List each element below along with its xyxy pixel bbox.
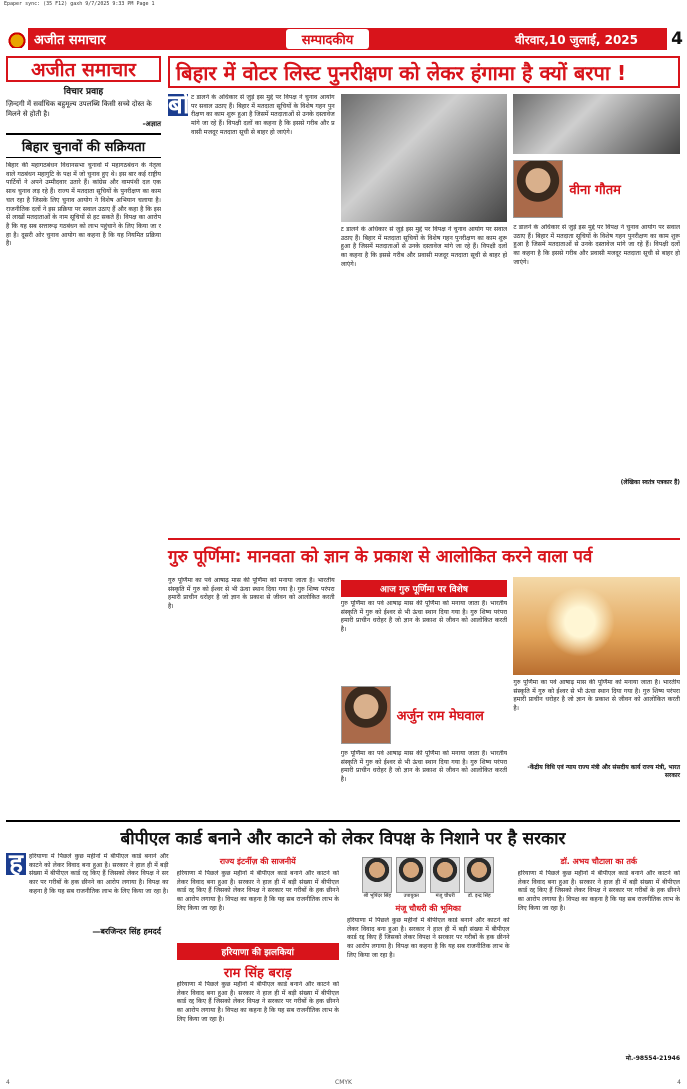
article-bpl-card — [6, 820, 680, 1075]
author-avatar — [513, 160, 563, 218]
special-tag: आज गुरु पूर्णिमा पर विशेष — [341, 580, 508, 597]
masthead — [0, 28, 687, 50]
thought-quote — [6, 99, 161, 129]
editorial-byline: —बरजिन्दर सिंह हमदर्द — [92, 927, 161, 936]
protest-photo — [341, 94, 508, 222]
section-label: सम्पादकीय — [286, 29, 369, 49]
article-headline: बिहार में वोटर लिस्ट पुनरीक्षण को लेकर हंगामा है क्यों बरपा ! — [168, 56, 680, 88]
footer-center: CMYK — [335, 1079, 352, 1086]
article-guru-purnima — [168, 538, 680, 808]
nameplate: अजीत समाचार — [6, 56, 161, 82]
thought-heading: विचार प्रवाह — [63, 87, 104, 97]
portrait-2 — [396, 857, 426, 893]
author-name: वीना गौतम — [569, 183, 621, 198]
portrait-label: श्री भूपिंदर सिंह — [363, 893, 392, 899]
sidebar-heading: राज्य इंटर्नीज़ की साजनीयें — [219, 857, 296, 866]
page-footer — [0, 1078, 687, 1089]
article-body-col2b: गुरु पूर्णिमा का पर्व आषाढ़ मास की पूर्णिमा को मनाया जाता है। भारतीय संस्कृति में गुरु को ईश्वर से भी ऊंचा स्थान दिया गया है। गुरु शिष्य परंपरा हमारी प्राचीन धरोहर है जो ज्ञान के प्रकाश से जीवन को आलोकित करती है। — [340, 750, 508, 784]
thought-text: ज़िन्दगी में सर्वाधिक बहुमूल्य उपलब्धि किसी सच्चे दोस्त के मिलने से होती है। — [6, 100, 152, 118]
issue-date: वीरवार,10 जुलाई, 2025 — [507, 28, 667, 50]
portrait-1 — [362, 857, 392, 893]
drop-cap: बो — [168, 90, 190, 120]
author-note: (लेखिका स्वतंत्र पत्रकार हैं) — [620, 479, 681, 486]
scan-header: Epaper sync: (35 F12) gaxh 9/7/2025 9:33 PM Page 1 — [4, 1, 155, 7]
editorial-title: बिहार चुनावों की सक्रियता — [6, 133, 161, 158]
author-name: राम सिंह बराड़ — [223, 966, 292, 981]
article-body-col2: गुरु पूर्णिमा का पर्व आषाढ़ मास की पूर्णिमा को मनाया जाता है। भारतीय संस्कृति में गुरु को ईश्वर से भी ऊंचा स्थान दिया गया है। गुरु शिष्य परंपरा हमारी प्राचीन धरोहर है जो ज्ञान के प्रकाश से जीवन को आलोकित करती है। — [340, 600, 508, 634]
portrait-label: डॉ. इन्द्र सिंह — [467, 893, 491, 899]
article-voter-list — [168, 56, 680, 536]
article-headline: बीपीएल कार्ड बनाने और काटने को लेकर विपक्ष के निशाने पर है सरकार — [120, 829, 566, 849]
author-designation: -केंद्रीय विधि एवं न्याय राज्य मंत्री और संसदीय कार्य राज्य मंत्री, भारत सरकार — [527, 764, 681, 779]
sidebar-body-3: हरियाणा में पिछले कुछ महीनों में बीपीएल कार्ड बनाने और काटने को लेकर विवाद बना हुआ है। सरकार ने हाल ही में बड़ी संख्या में बीपीएल कार्ड रद्द किए हैं जिसको लेकर विपक्ष ने सरकार पर गरीबों के हक छीनने का आरोप लगाया है। विपक्ष का कहना है कि यह सब राजनीतिक लाभ के लिए किया जा रहा है। — [347, 917, 510, 959]
article-body-col3: गुरु पूर्णिमा का पर्व आषाढ़ मास की पूर्णिमा को मनाया जाता है। भारतीय संस्कृति में गुरु को ईश्वर से भी ऊंचा स्थान दिया गया है। गुरु शिष्य परंपरा हमारी प्राचीन धरोहर है जो ज्ञान के प्रकाश से जीवन को आलोकित करती है। — [513, 679, 681, 713]
sidebar-heading-3: डॉ. अभय चौटाला का तर्क — [560, 857, 638, 866]
face-strip — [347, 857, 510, 899]
drop-cap: ह — [6, 853, 26, 875]
article-body: गुरु पूर्णिमा का पर्व आषाढ़ मास की पूर्णिमा को मनाया जाता है। भारतीय संस्कृति में गुरु को ईश्वर से भी ऊंचा स्थान दिया गया है। गुरु शिष्य परंपरा हमारी प्राचीन धरोहर है जो ज्ञान के प्रकाश से जीवन को आलोकित करती है। — [168, 577, 335, 611]
newspaper-logo-icon — [8, 30, 26, 48]
page-number: 4 — [671, 29, 683, 49]
author-box — [341, 686, 508, 744]
portrait-label: मंजू चौधरी — [435, 893, 455, 899]
portrait-label: उपायुक्त — [403, 893, 419, 899]
author-avatar — [341, 686, 391, 744]
article-headline: गुरु पूर्णिमा: मानवता को ज्ञान के प्रकाश से आलोकित करने वाला पर्व — [168, 547, 593, 567]
region-tag: हरियाणा की झलकियां — [177, 943, 340, 960]
author-name: अर्जुन राम मेघवाल — [396, 709, 484, 724]
article-body-col2: ट डालने के अधिकार से जुड़े इस मुद्दे पर विपक्ष ने चुनाव आयोग पर सवाल उठाए हैं। बिहार में मतदाता सूचियों के विशेष गहन पुनरीक्षण का काम शुरू हुआ है जिसमें मतदाताओं से उनके दस्तावेज मांगे जा रहे हैं। विपक्षी दलों का कहना है कि इससे गरीब और प्रवासी मजदूर मतदाता सूची से बाहर हो जाएंगे। — [340, 226, 508, 268]
article-body-col3: ट डालने के अधिकार से जुड़े इस मुद्दे पर विपक्ष ने चुनाव आयोग पर सवाल उठाए हैं। बिहार में मतदाता सूचियों के विशेष गहन पुनरीक्षण का काम शुरू हुआ है जिसमें मतदाताओं से उनके दस्तावेज मांगे जा रहे हैं। विपक्षी दलों का कहना है कि इससे गरीब और प्रवासी मजदूर मतदाता सूची से बाहर हो जाएंगे। — [513, 224, 681, 266]
footer-right: 4 — [677, 1079, 681, 1086]
portrait-3 — [430, 857, 460, 893]
sidebar-body-2: हरियाणा में पिछले कुछ महीनों में बीपीएल कार्ड बनाने और काटने को लेकर विवाद बना हुआ है। सरकार ने हाल ही में बड़ी संख्या में बीपीएल कार्ड रद्द किए हैं जिसको लेकर विपक्ष ने सरकार पर गरीबों के हक छीनने का आरोप लगाया है। विपक्ष का कहना है कि यह सब राजनीतिक लाभ के लिए किया जा रहा है। — [176, 981, 339, 1023]
sidebar-heading-2: मंजू चौधरी की भूमिका — [395, 904, 461, 913]
portrait-4 — [464, 857, 494, 893]
section-banner — [148, 28, 507, 50]
thought-author: -अज्ञात — [142, 120, 161, 128]
author-box — [513, 160, 680, 218]
sidebar-body-4: हरियाणा में पिछले कुछ महीनों में बीपीएल कार्ड बनाने और काटने को लेकर विवाद बना हुआ है। सरकार ने हाल ही में बड़ी संख्या में बीपीएल कार्ड रद्द किए हैं जिसको लेकर विपक्ष ने सरकार पर गरीबों के हक छीनने का आरोप लगाया है। विपक्ष का कहना है कि यह सब राजनीतिक लाभ के लिए किया जा रहा है। — [517, 870, 680, 912]
editorial-body: बिहार की महागठबंधन विधानसभा चुनावों में महागठबंधन के नेतृत्व वाले गठबंधन महागुटि के पक्ष में जो चुनाव हुए थे। इस बार कई राष्ट्रीय पार्टियों ने अपने उम्मीदवार उतारे हैं। कांग्रेस और वामपंथी दल एक साथ चुनाव लड़ रहे हैं। राज्य में मतदाता सूचियों के पुनरीक्षण का काम चल रहा है जिसके लिए चुनाव आयोग ने विशेष अभियान चलाया है। राजनीतिक दलों ने इस प्रक्रिया पर सवाल उठाए हैं और कहा है कि इससे लाखों मतदाताओं के नाम सूचियों से हट सकते हैं। विपक्ष का आरोप है कि यह सब सत्तारूढ़ गठबंधन को लाभ पहुंचाने के लिए किया जा रहा है। दूसरी ओर चुनाव आयोग का कहना है कि यह नियमित प्रक्रिया है। — [6, 162, 161, 248]
article-body: हरियाणा में पिछले कुछ महीनों में बीपीएल कार्ड बनाने और काटने को लेकर विवाद बना हुआ है। सरकार ने हाल ही में बड़ी संख्या में बीपीएल कार्ड रद्द किए हैं जिसको लेकर विपक्ष ने सरकार पर गरीबों के हक छीनने का आरोप लगाया है। विपक्ष का कहना है कि यह सब राजनीतिक लाभ के लिए किया जा रहा है। — [29, 853, 169, 895]
contact-number: मो.-98554-21946 — [625, 1055, 680, 1062]
brand-label: अजीत समाचार — [28, 28, 148, 50]
footer-left: 4 — [6, 1079, 10, 1086]
article-body: ट डालने के अधिकार से जुड़े इस मुद्दे पर विपक्ष ने चुनाव आयोग पर सवाल उठाए हैं। बिहार में मतदाता सूचियों के विशेष गहन पुनरीक्षण का काम शुरू हुआ है जिसमें मतदाताओं से उनके दस्तावेज मांगे जा रहे हैं। विपक्षी दलों का कहना है कि इससे गरीब और प्रवासी मजदूर मतदाता सूची से बाहर हो जाएंगे। — [191, 94, 335, 136]
sidebar-body: हरियाणा में पिछले कुछ महीनों में बीपीएल कार्ड बनाने और काटने को लेकर विवाद बना हुआ है। सरकार ने हाल ही में बड़ी संख्या में बीपीएल कार्ड रद्द किए हैं जिसको लेकर विपक्ष ने सरकार पर गरीबों के हक छीनने का आरोप लगाया है। विपक्ष का कहना है कि यह सब राजनीतिक लाभ के लिए किया जा रहा है। — [176, 870, 339, 912]
guru-illustration — [513, 577, 680, 675]
protest-photo-2 — [513, 94, 680, 154]
